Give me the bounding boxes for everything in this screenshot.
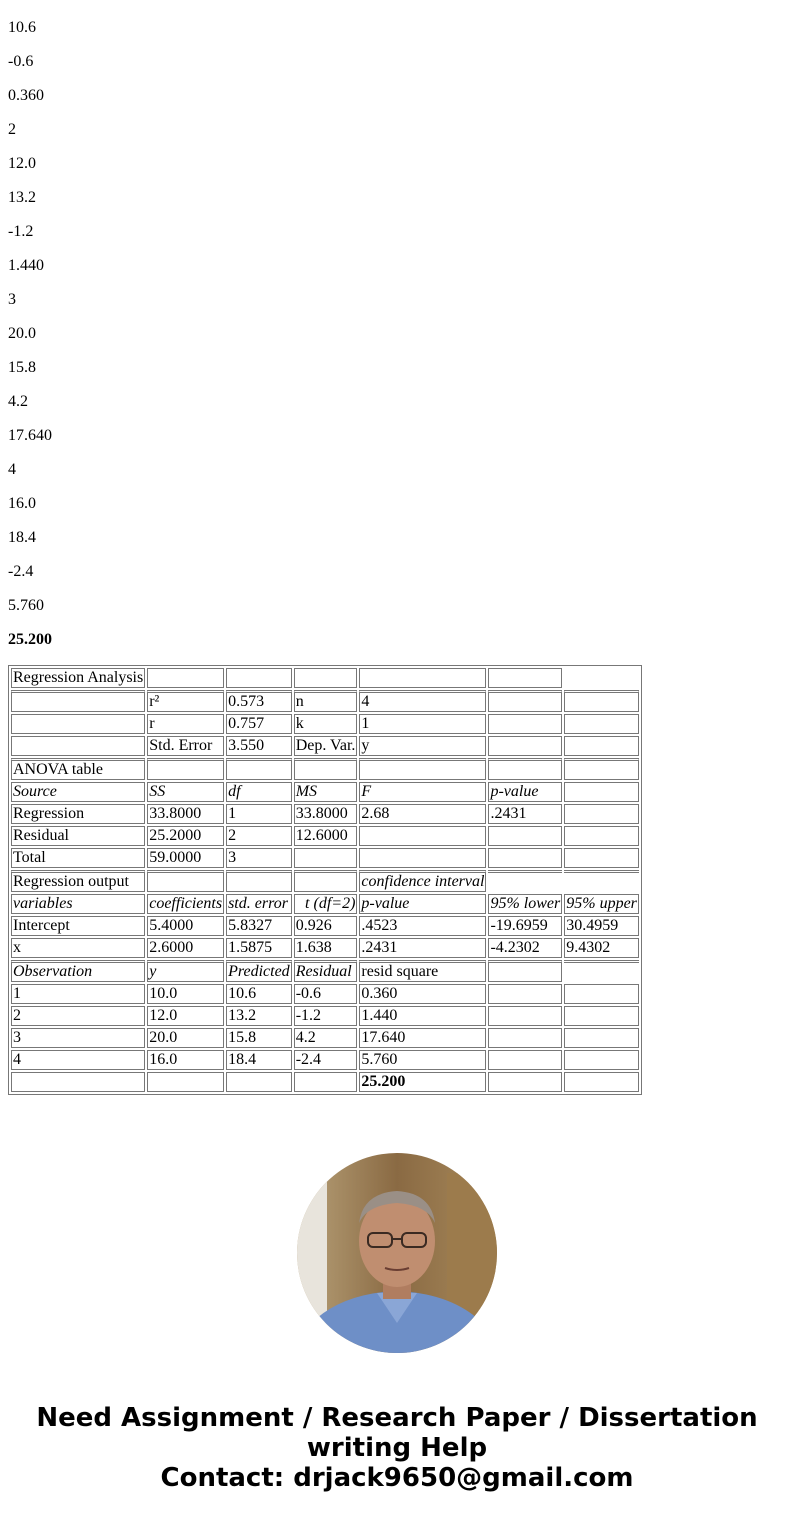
table-cell: coefficients (149, 895, 223, 912)
table-cell: p-value (359, 894, 486, 914)
value-line: 5.760 (8, 597, 44, 614)
table-cell (226, 758, 292, 780)
value-line: 20.0 (8, 325, 36, 342)
table-cell: F (359, 782, 486, 802)
table-cell: Predicted (226, 960, 292, 982)
table-cell: ANOVA table (11, 758, 145, 780)
table-cell: 2.68 (359, 804, 486, 824)
table-cell: 12.6000 (294, 826, 358, 846)
table-cell (294, 870, 358, 892)
table-cell (564, 1072, 639, 1092)
table-cell (226, 668, 292, 688)
table-cell: 25.2000 (147, 826, 224, 846)
value-line: 18.4 (8, 529, 36, 546)
author-portrait-image (297, 1153, 497, 1353)
table-cell: 1.5875 (226, 938, 292, 958)
table-cell (488, 960, 562, 982)
table-cell (294, 848, 358, 868)
table-cell (359, 826, 486, 846)
table-cell: 16.0 (147, 1050, 224, 1070)
author-avatar (297, 1153, 497, 1353)
value-line: 13.2 (8, 189, 36, 206)
table-cell: 20.0 (147, 1028, 224, 1048)
table-cell: 95% lower (490, 895, 561, 912)
table-cell (226, 1072, 292, 1092)
table-cell (488, 714, 562, 734)
table-cell: y (359, 736, 486, 756)
table-cell: n (294, 690, 358, 712)
table-cell: 4.2 (294, 1028, 358, 1048)
table-cell: Total (11, 848, 145, 868)
table-cell (488, 1006, 562, 1026)
table-cell (488, 736, 562, 756)
table-cell: 1 (11, 984, 145, 1004)
table-cell: r² (147, 690, 224, 712)
table-cell: 4 (11, 1050, 145, 1070)
table-cell: 0.573 (226, 690, 292, 712)
table-cell: 1 (359, 714, 486, 734)
table-cell (359, 668, 486, 688)
table-row (11, 1006, 639, 1026)
table-cell: 3 (11, 1028, 145, 1048)
table-cell: 2 (226, 826, 292, 846)
table-cell: 12.0 (147, 1006, 224, 1026)
table-cell: 5.4000 (147, 916, 224, 936)
table-row (11, 894, 639, 914)
table-cell: -2.4 (294, 1050, 358, 1070)
table-cell (564, 870, 639, 892)
table-cell (11, 714, 145, 734)
table-cell (564, 804, 639, 824)
table-cell (488, 690, 562, 712)
table-cell (359, 758, 486, 780)
table-row (11, 668, 639, 688)
table-cell (11, 736, 145, 756)
table-cell: Regression Analysis (13, 669, 144, 686)
table-cell: r (147, 714, 224, 734)
value-line: 10.6 (8, 19, 36, 36)
table-cell: confidence interval (359, 870, 486, 892)
table-cell (564, 782, 639, 802)
table-cell (488, 870, 562, 892)
table-cell (488, 826, 562, 846)
table-cell: 9.4302 (564, 938, 639, 958)
table-cell: x (11, 938, 145, 958)
table-cell: Regression (11, 804, 145, 824)
value-line: 16.0 (8, 495, 36, 512)
value-line: 15.8 (8, 359, 36, 376)
table-cell: 95% upper (566, 895, 637, 912)
value-line: -2.4 (8, 563, 34, 580)
value-line: 1.440 (8, 257, 44, 274)
table-cell (564, 1006, 639, 1026)
table-cell: Residual (11, 826, 145, 846)
footer-line-2: writing Help (306, 1433, 488, 1463)
value-lines (8, 0, 52, 646)
table-cell (564, 714, 639, 734)
table-cell: Std. Error (147, 736, 224, 756)
table-cell: Residual (294, 960, 358, 982)
table-cell (564, 736, 639, 756)
table-cell (564, 690, 639, 712)
table-cell (488, 1050, 562, 1070)
table-row (11, 1028, 639, 1048)
table-cell (147, 668, 224, 688)
table-row (11, 804, 639, 824)
table-cell: Observation (11, 960, 145, 982)
table-cell: -4.2302 (488, 938, 562, 958)
table-row (11, 938, 639, 958)
table-cell (564, 984, 639, 1004)
value-line: 2 (8, 121, 16, 138)
table-cell: 10.0 (147, 984, 224, 1004)
table-cell (564, 758, 639, 780)
table-row (11, 984, 639, 1004)
table-cell: 59.0000 (147, 848, 224, 868)
table-cell: .2431 (359, 938, 486, 958)
table-cell (11, 1072, 145, 1092)
table-cell (488, 1028, 562, 1048)
table-cell: MS (294, 782, 358, 802)
table-cell (564, 826, 639, 846)
table-cell: 0.926 (294, 916, 358, 936)
table-cell: 2 (11, 1006, 145, 1026)
table-cell: Source (11, 782, 145, 802)
table-cell: 1.638 (294, 938, 358, 958)
table-row (11, 916, 639, 936)
table-cell (488, 848, 562, 868)
table-cell (226, 870, 292, 892)
table-cell: Intercept (11, 916, 145, 936)
table-cell: Regression output (11, 870, 145, 892)
table-cell (359, 848, 486, 868)
table-cell: 0.757 (226, 714, 292, 734)
footer-promo (0, 1403, 794, 1493)
value-line: 3 (8, 291, 16, 308)
table-cell: .2431 (488, 804, 562, 824)
table-cell (564, 960, 639, 982)
table-cell: p-value (488, 782, 562, 802)
table-row (11, 960, 639, 982)
table-row (11, 758, 639, 780)
table-cell: 33.8000 (147, 804, 224, 824)
table-cell: 17.640 (359, 1028, 486, 1048)
table-cell (488, 758, 562, 780)
table-row (11, 736, 639, 756)
table-cell (294, 668, 358, 688)
table-cell: t (df=2) (294, 894, 358, 914)
table-row (11, 848, 639, 868)
table-cell: 2.6000 (147, 938, 224, 958)
table-cell (564, 1028, 639, 1048)
table-row (11, 870, 639, 892)
table-cell: 15.8 (226, 1028, 292, 1048)
table-cell (488, 668, 562, 688)
table-cell: 3.550 (226, 736, 292, 756)
table-cell: resid square (359, 960, 486, 982)
table-cell: 5.8327 (226, 916, 292, 936)
value-line: 4 (8, 461, 16, 478)
table-cell: 33.8000 (294, 804, 358, 824)
table-cell (488, 984, 562, 1004)
value-line-total: 25.200 (8, 631, 52, 648)
table-cell: 30.4959 (564, 916, 639, 936)
table-cell (488, 1072, 562, 1092)
table-row (11, 1072, 639, 1092)
footer-contact: Contact: drjack9650@gmail.com (160, 1463, 634, 1493)
table-cell: -1.2 (294, 1006, 358, 1026)
table-cell: 5.760 (359, 1050, 486, 1070)
table-cell (294, 1072, 358, 1092)
value-line: 4.2 (8, 393, 28, 410)
value-line: 17.640 (8, 427, 52, 444)
table-cell: std. error (226, 894, 292, 914)
table-cell (147, 1072, 224, 1092)
table-cell: -19.6959 (488, 916, 562, 936)
table-cell: 10.6 (226, 984, 292, 1004)
table-cell: 25.200 (359, 1072, 486, 1092)
table-cell: .4523 (359, 916, 486, 936)
table-row (11, 1050, 639, 1070)
table-row (11, 714, 639, 734)
table-cell (294, 758, 358, 780)
regression-analysis-table (8, 665, 642, 1095)
value-line: -0.6 (8, 53, 34, 70)
table-cell (564, 1050, 639, 1070)
table-cell: y (147, 960, 224, 982)
value-line: 0.360 (8, 87, 44, 104)
table-cell: 1 (226, 804, 292, 824)
table-cell: k (294, 714, 358, 734)
table-cell: 1.440 (359, 1006, 486, 1026)
table-cell (147, 870, 224, 892)
table-cell: SS (147, 782, 224, 802)
table-cell: 18.4 (226, 1050, 292, 1070)
table-cell: variables (11, 894, 145, 914)
table-row (11, 782, 639, 802)
table-cell (147, 758, 224, 780)
table-cell: 0.360 (359, 984, 486, 1004)
table-row (11, 690, 639, 712)
table-cell: 13.2 (226, 1006, 292, 1026)
table-cell: Dep. Var. (295, 737, 356, 754)
table-cell: 4 (359, 690, 486, 712)
table-cell: -0.6 (294, 984, 358, 1004)
table-cell (564, 848, 639, 868)
table-cell (564, 668, 639, 688)
table-cell: df (226, 782, 292, 802)
footer-line-1: Need Assignment / Research Paper / Dissertation (36, 1403, 758, 1433)
value-line: -1.2 (8, 223, 34, 240)
table-cell (11, 690, 145, 712)
value-line: 12.0 (8, 155, 36, 172)
table-cell: 3 (226, 848, 292, 868)
table-row (11, 826, 639, 846)
